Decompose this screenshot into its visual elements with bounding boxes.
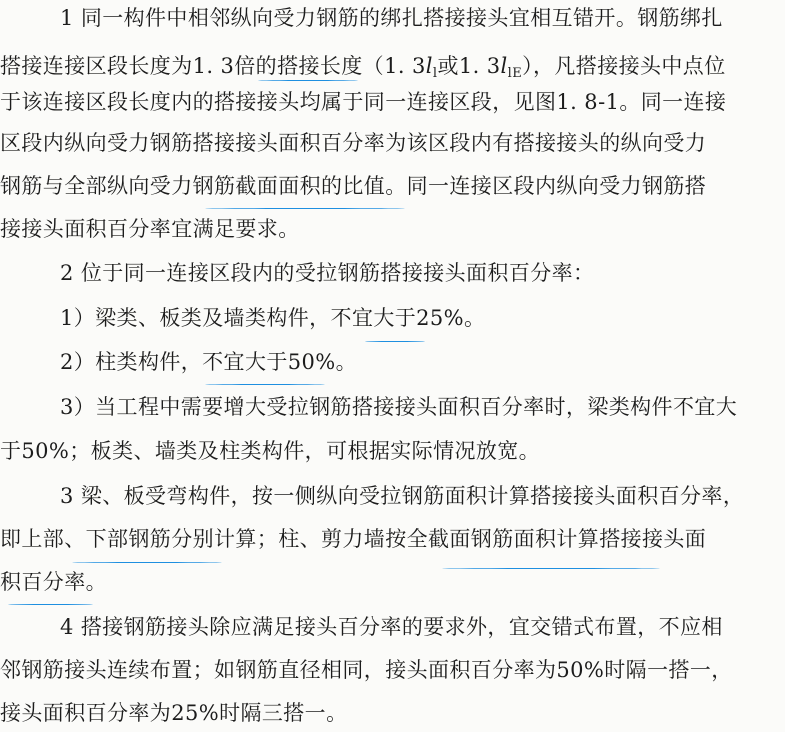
p1-line-6: 接接头面积百分率宜满足要求。: [0, 217, 300, 241]
annotation-underline: [205, 208, 405, 209]
p3-line-1: 3 梁、板受弯构件，按一侧纵向受拉钢筋面积计算搭接接头面积百分率，: [60, 484, 745, 508]
subscript-l: l: [432, 66, 438, 81]
annotation-underline: [442, 568, 660, 569]
p2-item-3-line-1: 3）当工程中需要增大受拉钢筋搭接接头面积百分率时，梁类构件不宜大: [60, 395, 738, 419]
p2-item-1: 1）梁类、板类及墙类构件，不宜大于25%。: [60, 306, 486, 330]
symbol-l-2: l: [500, 54, 508, 78]
annotation-underline: [365, 341, 425, 342]
subscript-lE: lE: [507, 66, 523, 81]
p2-line-1: 2 位于同一连接区段内的受拉钢筋搭接接头面积百分率：: [60, 261, 595, 285]
p3-line-3: 积百分率。: [0, 570, 107, 594]
p1-line-2: [0, 51, 726, 89]
p2-item-3-line-2: 于50%；板类、墙类及柱类构件，可根据实际情况放宽。: [0, 439, 541, 463]
annotation-underline: [8, 604, 93, 605]
p2-item-2: 2）柱类构件，不宜大于50%。: [60, 350, 358, 374]
p1-line-2-text-c: ），凡搭接接头中点位: [522, 54, 726, 78]
p3-line-2: 即上部、下部钢筋分别计算；柱、剪力墙按全截面钢筋面积计算搭接接头面: [0, 527, 707, 551]
p1-line-1: 1 同一构件中相邻纵向受力钢筋的绑扎搭接接头宜相互错开。钢筋绑扎: [60, 6, 723, 30]
annotation-underline: [72, 562, 222, 563]
symbol-l: l: [425, 54, 433, 78]
annotation-underline: [258, 80, 358, 81]
p1-line-2-text-a: 搭接连接区段长度为1. 3倍的搭接长度（1. 3: [0, 54, 426, 78]
p4-line-2: 邻钢筋接头连续布置；如钢筋直径相同，接头面积百分率为50%时隔一搭一，: [0, 658, 733, 682]
p1-line-2-text-b: 或1. 3: [437, 54, 501, 78]
p1-line-4: 区段内纵向受力钢筋搭接接头面积百分率为该区段内有搭接接头的纵向受力: [0, 131, 707, 155]
p4-line-3: 接头面积百分率为25%时隔三搭一。: [0, 701, 348, 725]
annotation-underline: [205, 384, 325, 385]
p4-line-1: 4 搭接钢筋接头除应满足接头百分率的要求外，宜交错式布置，不应相: [60, 615, 723, 639]
p1-line-3: 于该连接区段长度内的搭接接头均属于同一连接区段，见图1. 8-1。同一连接: [0, 90, 727, 114]
p1-line-5: 钢筋与全部纵向受力钢筋截面面积的比值。同一连接区段内纵向受力钢筋搭: [0, 174, 707, 198]
